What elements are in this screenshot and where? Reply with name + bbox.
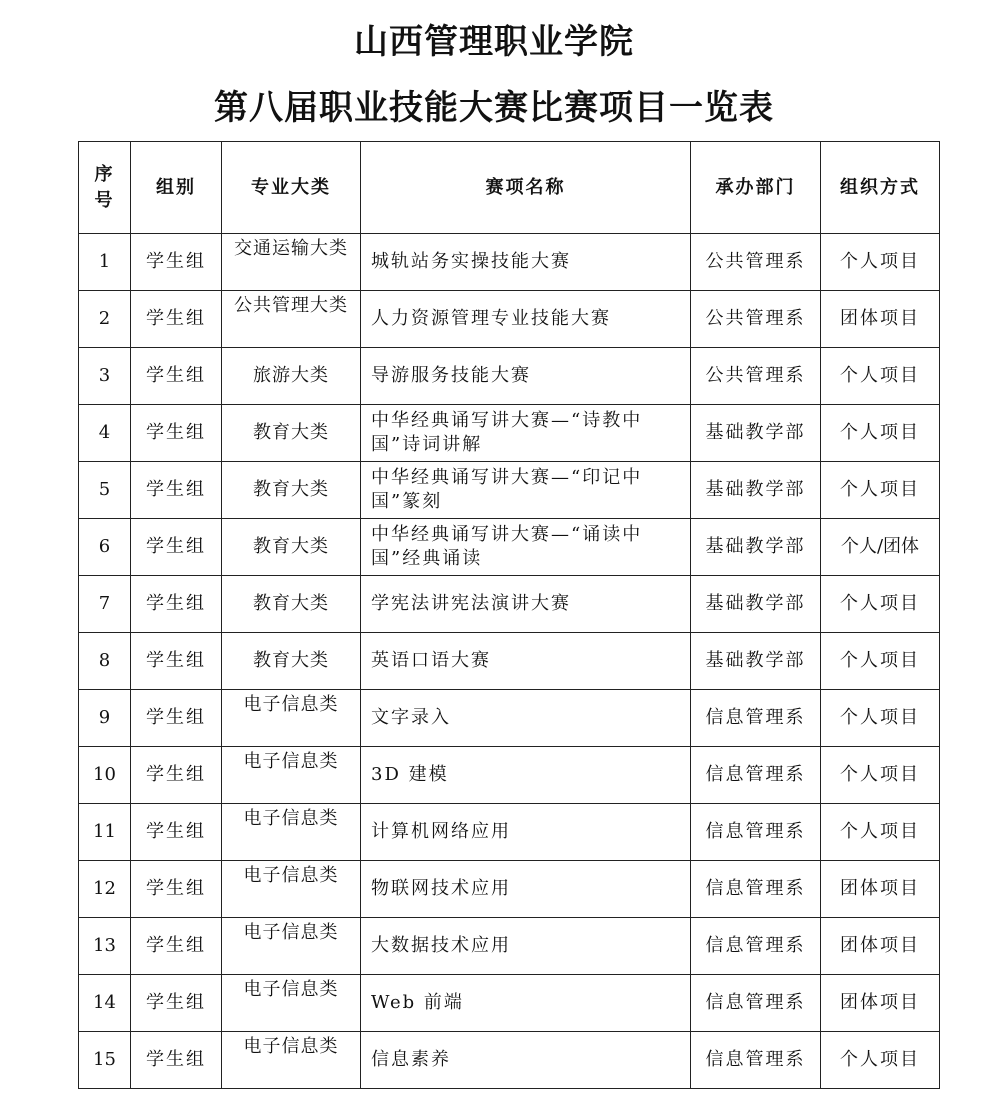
table-row — [79, 861, 940, 918]
cell-event-name: 城轨站务实操技能大赛 — [361, 234, 691, 291]
cell-event-name: 中华经典诵写讲大赛—“诗教中国”诗词讲解 — [361, 405, 691, 462]
title-table-name: 第八届职业技能大赛比赛项目一览表 — [214, 88, 774, 128]
cell-major: 教育大类 — [222, 633, 361, 690]
table-row — [79, 234, 940, 291]
table-header-row — [79, 142, 940, 234]
cell-department: 基础教学部 — [691, 405, 821, 462]
cell-organization: 个人项目 — [821, 405, 940, 462]
cell-organization: 个人项目 — [821, 1032, 940, 1089]
table-row — [79, 405, 940, 462]
cell-group: 学生组 — [131, 804, 222, 861]
cell-department: 信息管理系 — [691, 975, 821, 1032]
cell-group: 学生组 — [131, 633, 222, 690]
cell-department: 基础教学部 — [691, 519, 821, 576]
cell-organization: 个人项目 — [821, 348, 940, 405]
cell-event-name: 物联网技术应用 — [361, 861, 691, 918]
cell-department: 信息管理系 — [691, 690, 821, 747]
table-row — [79, 519, 940, 576]
cell-major: 交通运输大类 — [222, 234, 361, 291]
cell-event-name: 大数据技术应用 — [361, 918, 691, 975]
table-row — [79, 918, 940, 975]
cell-group: 学生组 — [131, 462, 222, 519]
cell-major: 电子信息类 — [222, 918, 361, 975]
cell-index: 6 — [79, 519, 131, 576]
cell-department: 公共管理系 — [691, 234, 821, 291]
cell-index: 12 — [79, 861, 131, 918]
cell-index: 9 — [79, 690, 131, 747]
table-row — [79, 462, 940, 519]
cell-organization: 团体项目 — [821, 861, 940, 918]
header-major: 专业大类 — [222, 142, 361, 234]
cell-major: 旅游大类 — [222, 348, 361, 405]
cell-major: 电子信息类 — [222, 747, 361, 804]
cell-organization: 个人项目 — [821, 690, 940, 747]
table-row — [79, 747, 940, 804]
table-row — [79, 348, 940, 405]
cell-department: 基础教学部 — [691, 576, 821, 633]
cell-event-name: 导游服务技能大赛 — [361, 348, 691, 405]
cell-major: 电子信息类 — [222, 690, 361, 747]
cell-event-name: 中华经典诵写讲大赛—“诵读中国”经典诵读 — [361, 519, 691, 576]
cell-event-name: 3D 建模 — [361, 747, 691, 804]
cell-organization: 个人项目 — [821, 804, 940, 861]
cell-index: 10 — [79, 747, 131, 804]
cell-major: 电子信息类 — [222, 1032, 361, 1089]
cell-index: 7 — [79, 576, 131, 633]
cell-group: 学生组 — [131, 405, 222, 462]
cell-index: 14 — [79, 975, 131, 1032]
cell-group: 学生组 — [131, 975, 222, 1032]
cell-group: 学生组 — [131, 576, 222, 633]
cell-index: 2 — [79, 291, 131, 348]
cell-major: 教育大类 — [222, 576, 361, 633]
table-row — [79, 975, 940, 1032]
header-index-bottom: 号 — [94, 189, 115, 211]
cell-department: 信息管理系 — [691, 918, 821, 975]
cell-index: 15 — [79, 1032, 131, 1089]
cell-group: 学生组 — [131, 1032, 222, 1089]
cell-department: 公共管理系 — [691, 291, 821, 348]
cell-index: 13 — [79, 918, 131, 975]
table-row — [79, 804, 940, 861]
cell-index: 4 — [79, 405, 131, 462]
cell-group: 学生组 — [131, 690, 222, 747]
cell-group: 学生组 — [131, 519, 222, 576]
cell-event-name: 学宪法讲宪法演讲大赛 — [361, 576, 691, 633]
cell-event-name: 信息素养 — [361, 1032, 691, 1089]
cell-department: 信息管理系 — [691, 1032, 821, 1089]
cell-organization: 个人项目 — [821, 747, 940, 804]
cell-event-name: 计算机网络应用 — [361, 804, 691, 861]
cell-group: 学生组 — [131, 348, 222, 405]
cell-organization: 个人项目 — [821, 234, 940, 291]
table-row — [79, 1032, 940, 1089]
header-index — [79, 142, 131, 234]
header-organization: 组织方式 — [821, 142, 940, 234]
table-row — [79, 633, 940, 690]
cell-major: 教育大类 — [222, 519, 361, 576]
cell-organization: 个人项目 — [821, 576, 940, 633]
header-event-name: 赛项名称 — [361, 142, 691, 234]
cell-index: 8 — [79, 633, 131, 690]
cell-department: 信息管理系 — [691, 861, 821, 918]
cell-organization: 团体项目 — [821, 291, 940, 348]
cell-organization: 个人项目 — [821, 633, 940, 690]
cell-event-name: 中华经典诵写讲大赛—“印记中国”篆刻 — [361, 462, 691, 519]
cell-group: 学生组 — [131, 291, 222, 348]
cell-index: 5 — [79, 462, 131, 519]
cell-group: 学生组 — [131, 234, 222, 291]
cell-organization: 个人项目 — [821, 462, 940, 519]
cell-event-name: 英语口语大赛 — [361, 633, 691, 690]
cell-index: 1 — [79, 234, 131, 291]
cell-major: 公共管理大类 — [222, 291, 361, 348]
cell-department: 基础教学部 — [691, 633, 821, 690]
cell-index: 3 — [79, 348, 131, 405]
cell-organization: 团体项目 — [821, 975, 940, 1032]
header-index-top: 序 — [94, 163, 115, 185]
cell-major: 电子信息类 — [222, 975, 361, 1032]
cell-major: 电子信息类 — [222, 804, 361, 861]
cell-group: 学生组 — [131, 747, 222, 804]
cell-department: 基础教学部 — [691, 462, 821, 519]
cell-department: 公共管理系 — [691, 348, 821, 405]
cell-organization: 团体项目 — [821, 918, 940, 975]
table-row — [79, 576, 940, 633]
cell-group: 学生组 — [131, 861, 222, 918]
cell-event-name: Web 前端 — [361, 975, 691, 1032]
events-table — [78, 141, 940, 1089]
header-department: 承办部门 — [691, 142, 821, 234]
cell-major: 电子信息类 — [222, 861, 361, 918]
cell-major: 教育大类 — [222, 405, 361, 462]
header-group: 组别 — [131, 142, 222, 234]
table-row — [79, 291, 940, 348]
cell-group: 学生组 — [131, 918, 222, 975]
cell-event-name: 文字录入 — [361, 690, 691, 747]
cell-index: 11 — [79, 804, 131, 861]
cell-major: 教育大类 — [222, 462, 361, 519]
cell-event-name: 人力资源管理专业技能大赛 — [361, 291, 691, 348]
table-row — [79, 690, 940, 747]
cell-organization: 个人/团体 — [821, 519, 940, 576]
title-school-name: 山西管理职业学院 — [354, 22, 634, 62]
cell-department: 信息管理系 — [691, 804, 821, 861]
cell-department: 信息管理系 — [691, 747, 821, 804]
